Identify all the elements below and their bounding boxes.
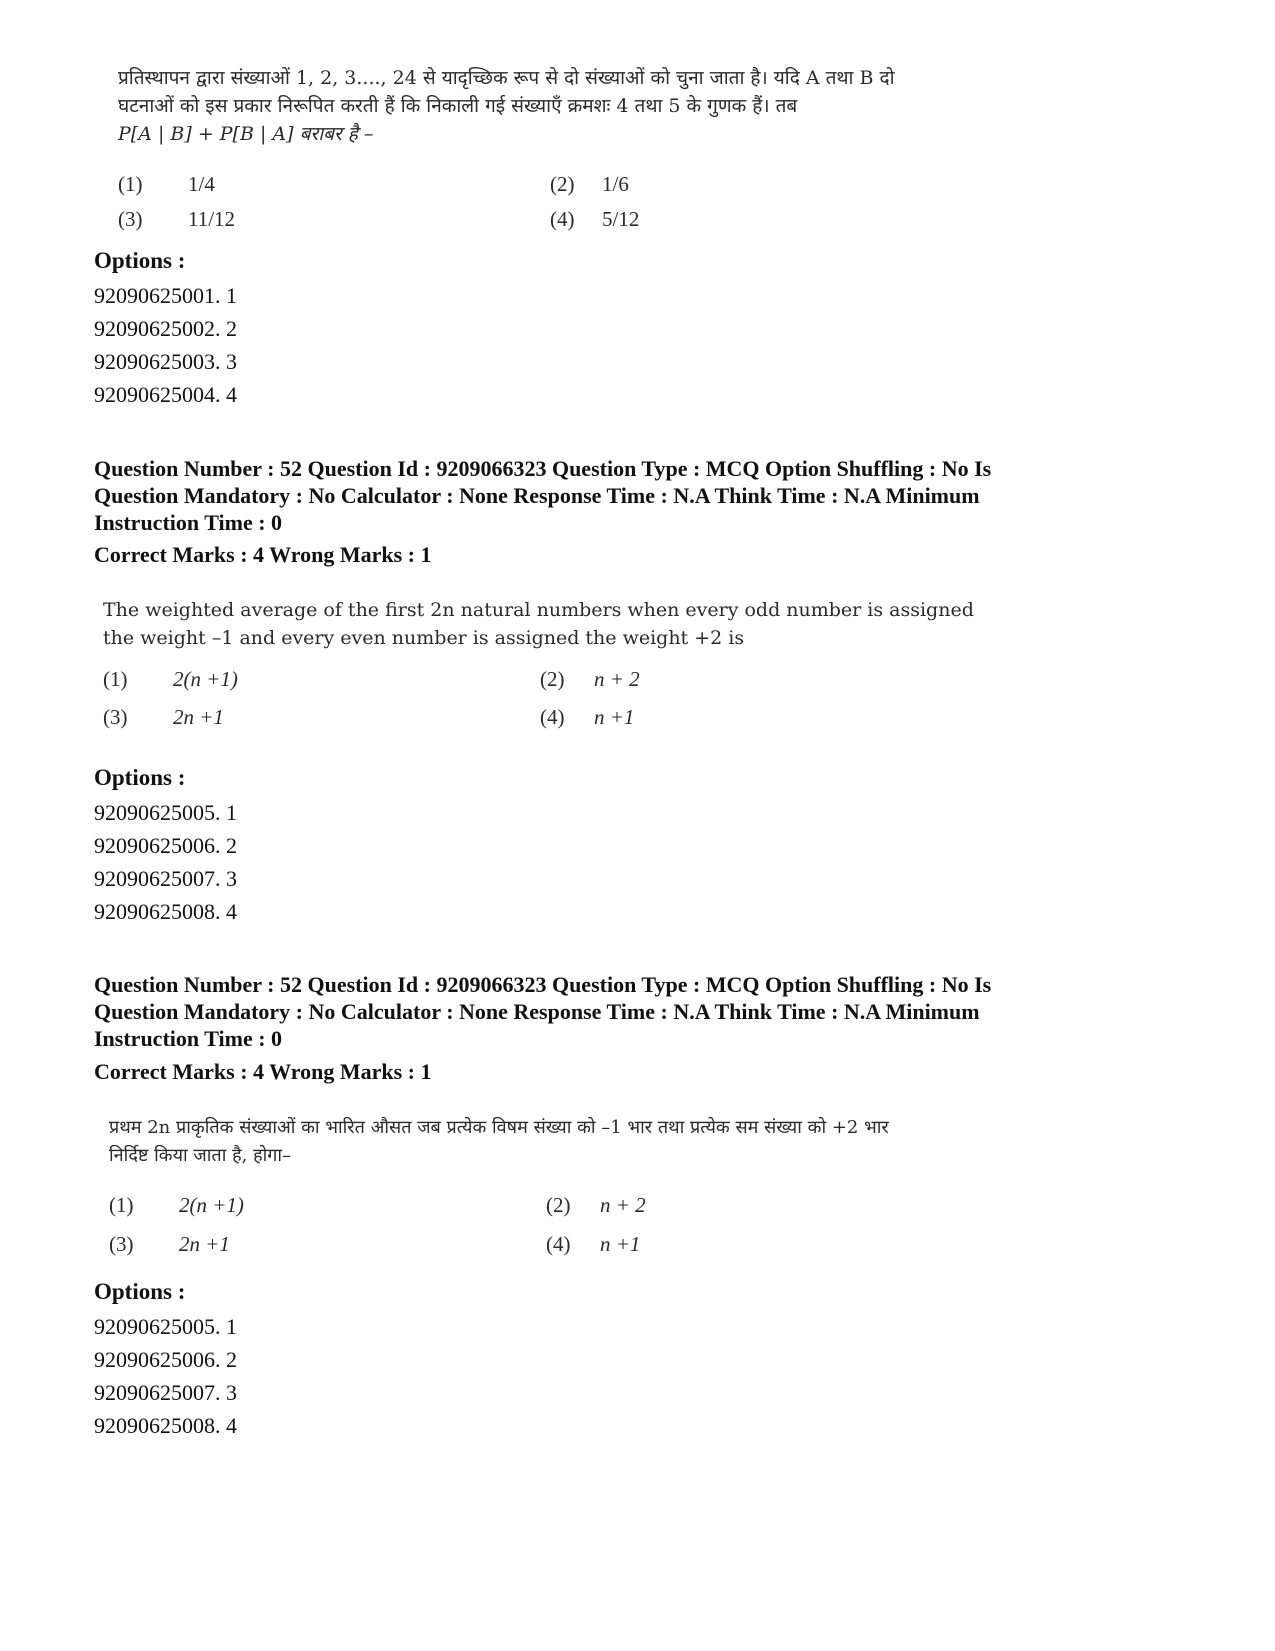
answer-choices-3 <box>109 1193 809 1265</box>
option-id: 92090625005. 1 <box>94 1314 237 1339</box>
question-image-3 <box>109 1114 1009 1170</box>
question-stem-line: घटनाओं को इस प्रकार निरूपित करती हैं कि निकाली गई संख्याएँ क्रमशः 4 तथा 5 के गुणक हैं। तब <box>118 95 798 117</box>
answer-choice: (1) 1/4 <box>118 172 215 196</box>
option-id: 92090625006. 2 <box>94 833 237 858</box>
question-stem-line: निर्दिष्ट किया जाता है, होगा– <box>109 1145 292 1166</box>
answer-choice: (1) 2(n +1) <box>103 667 238 691</box>
answer-choice: (4) n +1 <box>546 1232 641 1256</box>
answer-choices-2 <box>103 667 803 739</box>
option-id-list <box>94 1310 237 1442</box>
option-id: 92090625002. 2 <box>94 316 237 341</box>
option-id: 92090625008. 4 <box>94 1413 237 1438</box>
question-stem-line: प्रथम 2n प्राकृतिक संख्याओं का भारित औसत जब प्रत्येक विषम संख्या को –1 भार तथा प्रत्येक सम संख्या को +2 भार <box>109 1117 889 1138</box>
option-id: 92090625008. 4 <box>94 899 237 924</box>
question-image-1 <box>118 64 998 148</box>
question-image-2 <box>103 596 1003 652</box>
marks-info: Correct Marks : 4 Wrong Marks : 1 <box>94 1059 432 1084</box>
options-heading: Options : <box>94 765 186 790</box>
options-heading: Options : <box>94 1279 186 1304</box>
marks-info: Correct Marks : 4 Wrong Marks : 1 <box>94 542 432 567</box>
option-id: 92090625005. 1 <box>94 800 237 825</box>
question-stem-line: प्रतिस्थापन द्वारा संख्याओं 1, 2, 3...., 24 से यादृच्छिक रूप से दो संख्याओं को चुना जाता है। यदि A तथा B दो <box>118 67 895 89</box>
answer-choice: (1) 2(n +1) <box>109 1193 244 1217</box>
answer-choice: (4) n +1 <box>540 705 635 729</box>
answer-choice: (2) 1/6 <box>550 172 629 196</box>
answer-choices-1 <box>118 172 818 242</box>
option-id: 92090625001. 1 <box>94 283 237 308</box>
options-heading: Options : <box>94 248 186 273</box>
option-id: 92090625003. 3 <box>94 349 237 374</box>
question-meta: Question Number : 52 Question Id : 9209066323 Question Type : MCQ Option Shuffling : No Is Question Mandatory : No Calculator : None Response Time : N.A Think Time : N.A Minimum Instruction Time : 0 <box>94 456 992 535</box>
answer-choice: (3) 2n +1 <box>103 705 224 729</box>
option-id: 92090625004. 4 <box>94 382 237 407</box>
question-stem-line: The weighted average of the first 2n natural numbers when every odd number is assigned <box>103 599 974 621</box>
answer-choice: (2) n + 2 <box>540 667 640 691</box>
answer-choice: (3) 11/12 <box>118 207 236 231</box>
answer-choice: (2) n + 2 <box>546 1193 646 1217</box>
answer-choice: (4) 5/12 <box>550 207 640 231</box>
question-meta: Question Number : 52 Question Id : 9209066323 Question Type : MCQ Option Shuffling : No Is Question Mandatory : No Calculator : None Response Time : N.A Think Time : N.A Minimum Instruction Time : 0 <box>94 972 992 1051</box>
option-id: 92090625007. 3 <box>94 1380 237 1405</box>
question-stem-line: P[A | B] + P[B | A] बराबर है – <box>118 123 374 145</box>
answer-choice: (3) 2n +1 <box>109 1232 230 1256</box>
option-id-list <box>94 279 237 411</box>
question-stem-line: the weight –1 and every even number is assigned the weight +2 is <box>103 627 745 649</box>
option-id: 92090625006. 2 <box>94 1347 237 1372</box>
option-id-list <box>94 796 237 928</box>
option-id: 92090625007. 3 <box>94 866 237 891</box>
